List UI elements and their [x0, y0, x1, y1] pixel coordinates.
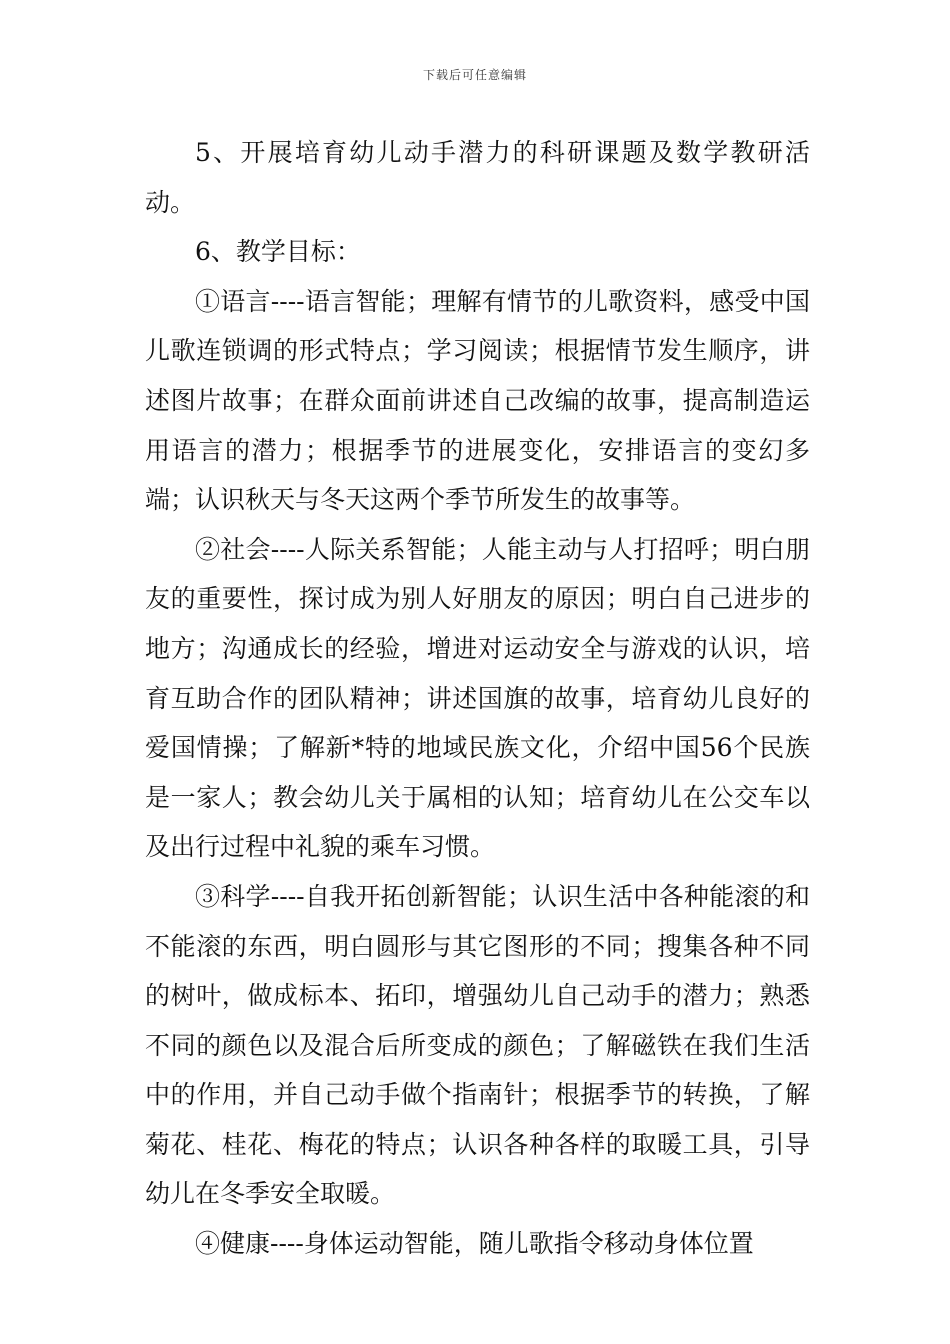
document-body: [145, 128, 810, 1269]
paragraph-goal-science: ③科学----自我开拓创新智能；认识生活中各种能滚的和不能滚的东西，明白圆形与其它图形的不同；搜集各种不同的树叶，做成标本、拓印，增强幼儿自己动手的潜力；熟悉不同的颜色以及混合后所变成的颜色；了解磁铁在我们生活中的作用，并自己动手做个指南针；根据季节的转换，了解菊花、桂花、梅花的特点；认识各种各样的取暖工具，引导幼儿在冬季安全取暖。: [145, 881, 810, 1209]
paragraph-item-5: 5、开展培育幼儿动手潜力的科研课题及数学教研活动。: [145, 138, 810, 217]
header-note: 下载后可任意编辑: [422, 68, 527, 82]
paragraph-goal-health: ④健康----身体运动智能，随儿歌指令移动身体位置: [195, 1229, 754, 1259]
paragraph-goal-society: ②社会----人际关系智能；人能主动与人打招呼；明白朋友的重要性，探讨成为别人好朋友的原因；明白自己进步的地方；沟通成长的经验，增进对运动安全与游戏的认识，培育互助合作的团队精神；讲述国旗的故事，培育幼儿良好的爱国情操；了解新*特的地域民族文化，介绍中国56个民族是一家人；教会幼儿关于属相的认知；培育幼儿在公交车以及出行过程中礼貌的乘车习惯。: [145, 534, 810, 862]
paragraph-goal-language: ①语言----语言智能；理解有情节的儿歌资料，感受中国儿歌连锁调的形式特点；学习阅读；根据情节发生顺序，讲述图片故事；在群众面前讲述自己改编的故事，提高制造运用语言的潜力；根据季节的进展变化，安排语言的变幻多端；认识秋天与冬天这两个季节所发生的故事等。: [145, 286, 810, 515]
paragraph-item-6-heading: 6、教学目标：: [195, 237, 361, 267]
